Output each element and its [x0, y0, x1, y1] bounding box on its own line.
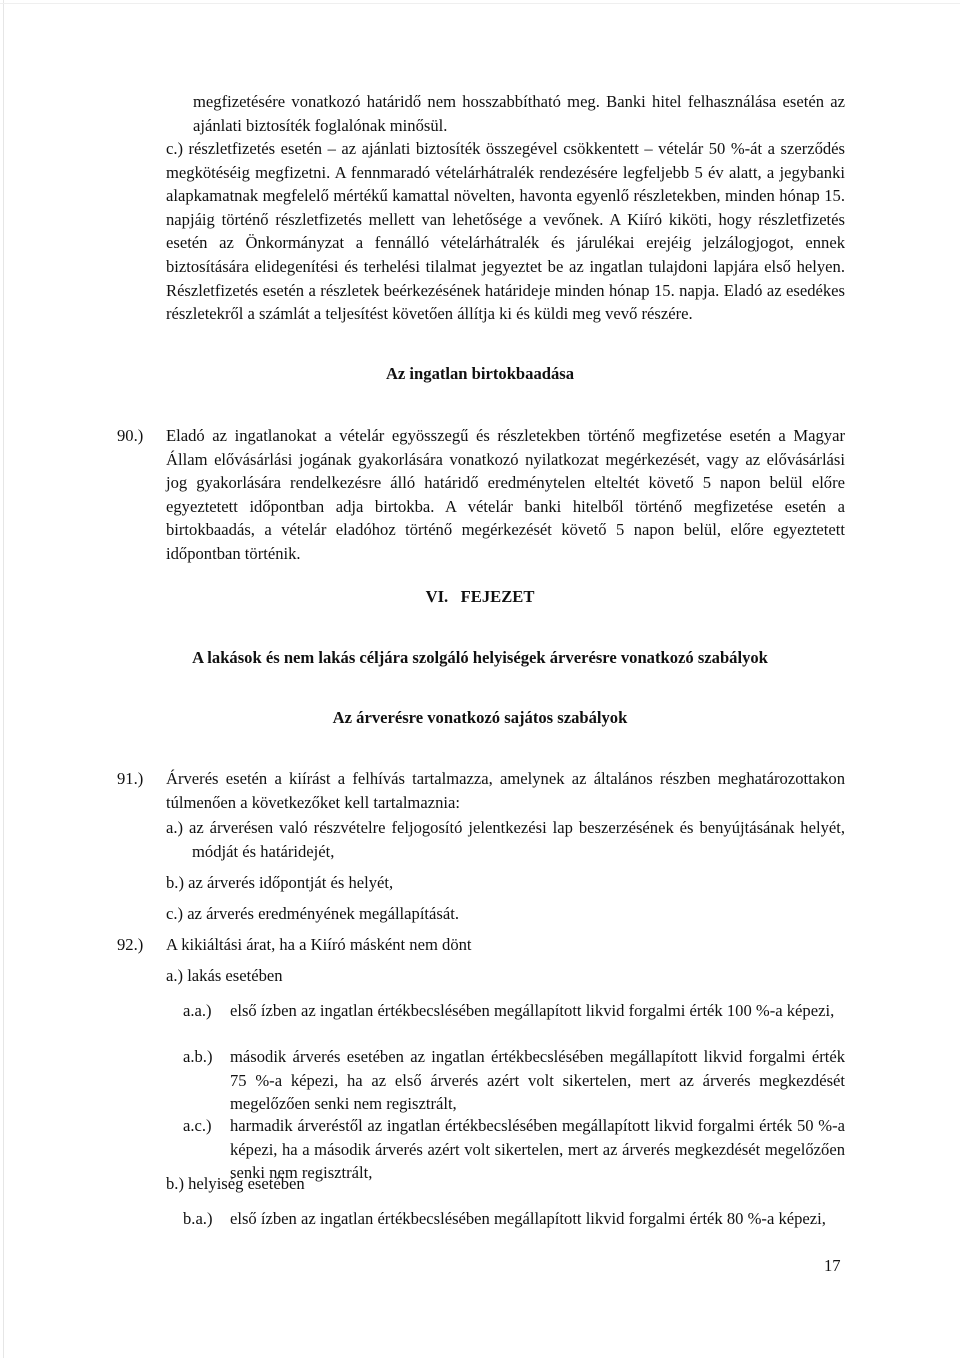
section-number-91: 91.) — [117, 769, 144, 788]
section-92-ac-number: a.c.) — [183, 1116, 212, 1135]
paragraph-bank-loan: megfizetésére vonatkozó határidő nem hosszabbítható meg. Banki hitel felhasználása esetén az ajánlati biztosíték foglalónak minősül. — [193, 92, 845, 135]
section-91-item-a: a.) az árverésen való részvételre feljogosító jelentkezési lap beszerzésének és benyújtásának helyét, módját és határidejét, — [166, 818, 845, 861]
section-91-text: Árverés esetén a kiírást a felhívás tartalmazza, amelynek az általános részben meghatározottakon túlmenően a következőket kell tartalmaznia: — [166, 769, 845, 812]
section-92-ac-text: harmadik árveréstől az ingatlan értékbecslésében megállapított likvid forgalmi érték 50 %-a képezi, ha a második árverés azért volt sikertelen, mert az árverés megkezdését megelőzően senki nem regisztrált, — [230, 1116, 845, 1183]
heading-apartments-rules: A lakások és nem lakás céljára szolgáló helyiségek árverésre vonatkozó szabályok — [192, 648, 768, 667]
section-number-92: 92.) — [117, 935, 144, 954]
section-number-90: 90.) — [117, 426, 144, 445]
section-92-item-a: a.) lakás esetében — [166, 966, 283, 985]
section-92-item-b: b.) helyiség esetében — [166, 1174, 305, 1193]
scan-edge-top — [0, 3, 960, 4]
section-92-ba-text: első ízben az ingatlan értékbecslésében megállapított likvid forgalmi érték 80 %-a képezi, — [230, 1209, 826, 1228]
section-92-aa-text: első ízben az ingatlan értékbecslésében megállapított likvid forgalmi érték 100 %-a képezi, — [230, 1001, 835, 1020]
heading-auction-rules: Az árverésre vonatkozó sajátos szabályok — [332, 708, 628, 727]
section-92-text: A kikiáltási árat, ha a Kiíró másként nem dönt — [166, 935, 472, 954]
heading-possession: Az ingatlan birtokbaadása — [385, 364, 575, 383]
section-92-aa-number: a.a.) — [183, 1001, 212, 1020]
section-91-item-b: b.) az árverés időpontját és helyét, — [166, 873, 394, 892]
section-92-ba-number: b.a.) — [183, 1209, 213, 1228]
page-number: 17 — [824, 1256, 841, 1275]
chapter-heading: VI. FEJEZET — [425, 587, 535, 606]
section-92-ab-text: második árverés esetében az ingatlan értékbecslésében megállapított likvid forgalmi érték 75 %-a képezi, ha az első árverés azért volt sikertelen, mert az árverés megkezdését megelőzően senki nem regisztrált, — [230, 1047, 845, 1114]
paragraph-installment: c.) részletfizetés esetén – az ajánlati biztosíték összegével csökkentett – vételár 50 %-át a szerződés megkötéséig megfizetni. A fennmaradó vételárhátralék rendezésére legfeljebb 5 év alatt, a jegybanki alapkamatnak megfelelő mértékű kamattal növelten, havonta egyenlő részletekben, minden hónap 15. napjáig történő részletfizetés mellett van lehetősége a vevőnek. A Kiíró kiköti, hogy részletfizetés esetén az Önkormányzat a fennálló vételárhátralék és járulékai erejéig jelzálogjogot, ennek biztosítására elidegenítési és terhelési tilalmat jegyeztet be az ingatlan tulajdoni lapjára első helyen. Részletfizetés esetén a részletek beérkezésének határideje minden hónap 15. napja. Eladó az esedékes részletekről a számlát a teljesítést követően állítja ki és küldi meg vevő részére. — [166, 139, 845, 324]
section-90-text: Eladó az ingatlanokat a vételár egyösszegű és részletekben történő megfizetése esetén a Magyar Állam elővásárlási jogának gyakorlására vonatkozó nyilatkozat megérkezését, vagy az elővásárlási jog gyakorlására rendelkezésre álló határidő eredménytelen elteltét követő 5 napon belül előre egyeztetett időpontban adja birtokba. A vételár banki hitelből történő megfizetése esetén a birtokbaadás, a vételár eladóhoz történő megérkezését követő 5 napon belül, előre egyeztetett időpontban történik. — [166, 426, 845, 563]
section-91-item-c: c.) az árverés eredményének megállapítását. — [166, 904, 459, 923]
section-92-ab-number: a.b.) — [183, 1047, 213, 1066]
scan-edge-left — [3, 0, 4, 1358]
